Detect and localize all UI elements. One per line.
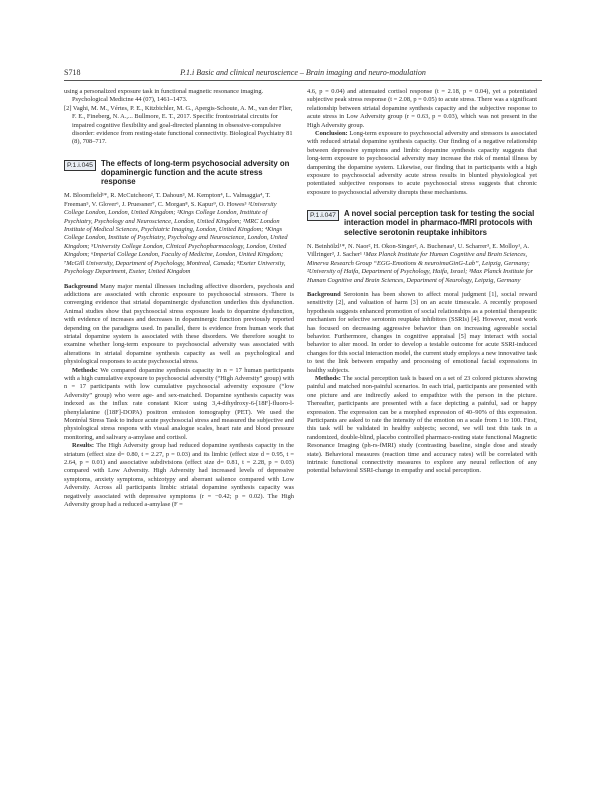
affiliations: ¹Max Planck Institute for Human Cognitive and Brain Sciences, Minerva Research Group “EGG-Emotions & neuroimaGinG-Lab”, Leipzig, Germany; ²University of Haifa, Department of Psychology, Haifa, Israel; ³Max Planck Institute for Human Cognitive and Brain Sciences, Department of Neurology, Leipzig, Germany	[307, 251, 534, 284]
page-header	[64, 66, 542, 81]
background-label: Background	[64, 282, 98, 290]
background-text: Many major mental illnesses including affective disorders, psychosis and addictions are associated with chronic exposure to psychosocial stressors. There is converging evidence that striatal dopaminergic dysfunction underlies this dysfunction. Animal studies show that psychosocial stress exposure leads to dopamine dysfunction, with evidence of increases and decreases in dopaminergic function previously reported depending on the paradigms used. In parallel, there is evidence from human work that striatal dopamine system is associated with these disorders. We therefore sought to examine whether long-term exposure to psychosocial adversity was associated with alterations in striatal dopamine synthesis capacity as well as psychological and physiological responses to acute psychosocial stress.	[64, 282, 294, 366]
conclusion-label: Conclusion:	[315, 130, 348, 138]
results-text: The High Adversity group had reduced dopamine synthesis capacity in the striatum (effect size d= 0.80, t = 2.27, p = 0.03) and its limbic (effect size d = 0.95, t = 2.64, p = 0.01) and associative subdivisions (effect size d= 0.81, t = 2.28, p = 0.03) compared with Low Adversity. High Adversity had increased levels of depressive symptoms, anxiety symptoms, schizotypy and aberrant salience compared with Low Adversity. Across all participants limbic striatal dopamine synthesis capacity was negatively associated with depressive symptoms (r = −0.42; p = 0.02). The High Adversity group had a reduced a-amylase (F =	[64, 442, 294, 509]
abstract-title: A novel social perception task for testing the social interaction model in pharmaco-fMRI protocols with selective serotonin reuptake inhibitors	[343, 209, 535, 237]
affiliations: ¹University College London, London, United Kingdom; ²Kings College London, Institute of Psychiatry, Psychology and Neuroscience, London, United Kingdom; ³MRC London Institute of Medical Sciences, Psychiatric Imaging, London, United Kingdom; ⁴Kings College London, Institute of Psychiatry, Psychology and Neuroscience, London, United Kingdom; ⁵University College London, Clinical Psychopharmacology, London, United Kingdom; ⁶Imperial College London, Faculty of Medicine, London, United Kingdom; ⁷McGill University, Department of Psychology, Montreal, Canada; ⁸Exeter University, Psychology Department, Exeter, United Kingdom	[64, 200, 288, 276]
results-continuation: 4.6, p = 0.04) and attenuated cortisol response (t = 2.18, p = 0.04), yet a potentiated subjective peak stress response (t = 2.08, p = 0.05) to acute stress. There was a significant relationship between striatal dopamine synthesis capacity and the subjective response to acute stress in Low Adversity group (r = 0.63, p = 0.03), which was not present in the High Adversity group.	[307, 88, 537, 129]
left-column	[64, 88, 294, 509]
methods-label: Methods:	[315, 374, 341, 382]
author-block	[64, 192, 294, 276]
authors: N. Beinhölzl¹*, N. Naor², H. Okon-Singer², A. Buchenau¹, U. Scharrer³, E. Molloy¹, A. Villringer³, J. Sacher¹	[307, 242, 530, 259]
methods-paragraph	[307, 375, 537, 476]
reference-item: using a personalized exposure task in functional magnetic resonance imaging. Psychological Medicine 44 (07), 1461–1473.	[64, 88, 264, 104]
authors: M. Bloomfield¹*, R. McCutcheon², T. Dahoun³, M. Kempton⁴, L. Valmaggia⁴, T. Freeman⁵, V. Glover⁶, J. Pruessner⁷, C. Morgan⁸, S. Kapur⁹, O. Howes³	[64, 192, 271, 208]
background-text: Serotonin has been shown to affect moral judgment [1], social reward sensitivity [2], and valuation of harm [3] on an acute timescale. A recently proposed hypothesis suggests enhanced promotion of social relationships as a potential therapeutic mechanism for selective serotonin reuptake inhibitors (SSRIs) [4]. However, most work has focused on decreasing aggressive behavior than on increasing agreeable social behavior. Furthermore, changes in cognitive appraisal [5] may interact with social behavior to alter mood. In order to develop a testable outcome for acute SSRI-induced changes for this social interaction model, the current study employs a new innovative task to test the link between empathy and processing of emotional facial expressions in healthy subjects.	[307, 290, 538, 374]
methods-text: We compared dopamine synthesis capacity in n = 17 human participants with a high cumulative exposure to psychosocial adversity (“High Adversity” group) with n = 17 participants with low cumulative psychosocial adversity exposure (“low Adversity” group) who were age- and sex-matched. Dopamine synthesis capacity was indexed as the influx rate constant Kicer using 3,4-dihydroxy-6-[18F]-fluoro-l-phenylalanine ([18F]-DOPA) positron emission tomography (PET). We used the Montréal Stress Task to induce acute psychosocial stress and measured the subjective and physiological stress respons with visual analogue scales, heart rate and blood pressure monitoring, and salivary a-amylase and cortisol.	[64, 366, 294, 441]
abstract-title: The effects of long-term psychosocial adversity on dopaminergic function and the acute stress response	[100, 158, 290, 187]
methods-paragraph	[64, 367, 294, 443]
results-paragraph	[64, 442, 294, 509]
abstract-id: P.1.i.045	[64, 160, 96, 171]
abstract-header	[64, 159, 294, 187]
methods-label: Methods:	[72, 366, 98, 374]
conclusion-paragraph	[307, 130, 537, 197]
abstract-id: P.1.i.047	[307, 210, 339, 221]
abstract-header	[307, 209, 537, 237]
results-label: Results:	[72, 442, 95, 450]
methods-text: The social perception task is based on a set of 23 colored pictures showing painful and matched non-painful scenarios. In each trial, participants are presented with one picture and are indirectly asked to empathize with the person in the picture. Thereafter, participants are presented with a face depicting a painful, sad or happy expression. The expression can be a morphed expression of 40–90% of this expression. Participants are asked to rate the intensity of the emotion on a scale from 1 to 100. First, this task will be validated in healthy subjects; second, we will test this task in a randomized, double-blind, placebo controlled pharmaco-resting state functional Magnetic Resonance Imaging (ph-rs-fMRI) study (contrasting baseline, single dose and steady state). Behavioral measures (reaction time and accuracy rates) will be correlated with intrinsic functional connectivity measures to explore any neural reflection of any potential behavioral SSRI-change in empathy and social perception.	[307, 374, 537, 475]
conclusion-text: Long-term exposure to psychosocial adversity and stressors is associated with reduced striatal dopamine synthesis capacity. Our finding of a negative relationship between depressive symptoms and limbic dopamine synthesis capacity suggests that long-term exposure to psychosocial adversity may increase the risk of mental illness by dampening the dopamine system. Likewise, our finding that in participants with a high exposure to psychosocial adversity acute stress results in blunted physiological yet potentiated subjective responses to acute psychosocial stress suggests that chronic exposure to psychosocial adversity disrupts these mechanisms.	[307, 130, 537, 196]
reference-list	[64, 88, 294, 147]
running-title: P.1.i Basic and clinical neuroscience – Brain imaging and neuro-modulation	[180, 68, 426, 77]
background-label: Background	[307, 290, 341, 298]
background-paragraph	[307, 291, 537, 375]
right-column	[307, 88, 537, 476]
author-block	[307, 243, 537, 285]
reference-item: [2] Vaghi, M. M., Vértes, P. E., Kitzbichler, M. G., Apergis-Schoute, A. M., van der Flier, F. E., Fineberg, N. A.,... Bullmore, E. T., 2017. Specific frontostriatal circuits for impaired cognitive flexibility and goal-directed planning in obsessive-compulsive disorder: evidence from resting-state functional connectivity. Biological Psychiatry 81 (8), 708–717.	[64, 104, 293, 146]
background-paragraph	[64, 283, 294, 367]
page-number: S718	[64, 68, 81, 77]
